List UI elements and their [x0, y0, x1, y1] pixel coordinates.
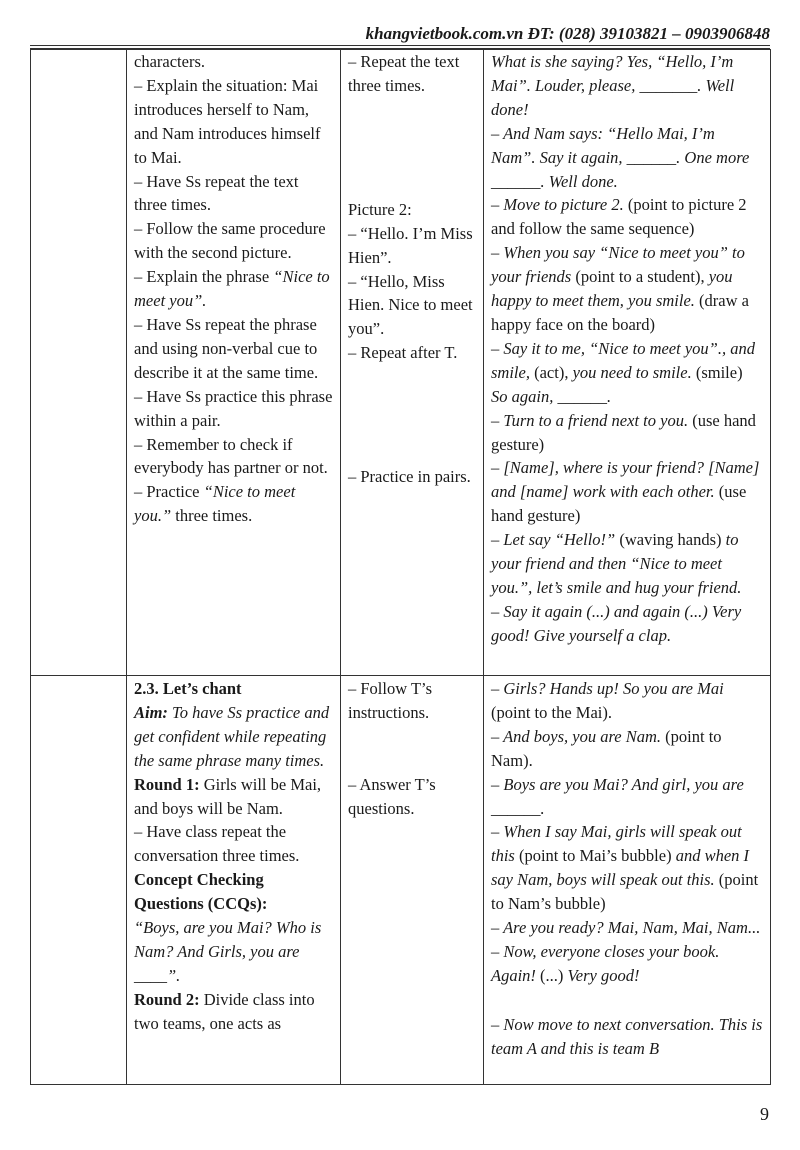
text-run: (draw a happy face on the board) — [491, 291, 749, 334]
text-run: – Are you ready? Mai, Nam, Mai, Nam... — [491, 918, 761, 938]
cell-paragraph — [491, 820, 763, 916]
text-run: Girls will be Mai, and boys will be Nam. — [134, 774, 322, 818]
cell-paragraph — [134, 385, 333, 433]
spacer — [491, 988, 763, 1013]
cell-paragraph — [491, 940, 763, 988]
cell-paragraph — [491, 1013, 763, 1061]
text-run: – And boys, you are Nam. — [491, 726, 662, 746]
text-run: “Nice to meet you.” — [134, 482, 296, 526]
text-run: – And Nam says: “Hello Mai, I’m Nam”. Say it again, ______. One more ______. Well done. — [491, 123, 750, 191]
cell-paragraph — [491, 50, 763, 122]
text-run: characters. — [134, 52, 205, 71]
text-run: – Turn to a friend next to you. — [491, 410, 689, 430]
procedure-cell — [127, 676, 341, 1085]
text-run: Aim: — [134, 702, 168, 722]
text-run: you happy to meet them, you smile. — [491, 267, 733, 311]
cell-paragraph — [134, 50, 333, 74]
text-run: – Have Ss practice this phrase within a pair. — [134, 386, 333, 430]
cell-paragraph — [348, 773, 476, 821]
teacher-language-cell — [484, 676, 771, 1085]
spacer — [348, 365, 476, 465]
cell-paragraph — [491, 122, 763, 194]
cell-paragraph — [134, 480, 333, 528]
text-run: – “Hello. I’m Miss Hien”. — [348, 223, 473, 267]
cell-paragraph — [348, 270, 476, 342]
text-run: – Move to picture 2. — [491, 195, 624, 215]
text-run: Concept Checking Questions (CCQs): — [134, 870, 268, 914]
cell-paragraph — [348, 465, 476, 489]
text-run: you need to smile. — [572, 362, 692, 382]
text-run: – When I say Mai, girls will speak out this — [491, 822, 742, 866]
text-run: (point to Nam). — [491, 726, 722, 770]
text-run: – Say it again (...) and again (...) Very good! Give yourself a clap. — [491, 601, 742, 645]
text-run: – “Hello, Miss Hien. Nice to meet you”. — [348, 271, 473, 339]
stage-cell — [31, 50, 127, 676]
cell-paragraph — [491, 193, 763, 241]
cell-paragraph — [134, 868, 333, 916]
text-run: and when I say Nam, boys will speak out this. — [491, 846, 750, 890]
text-run: Divide class into two teams, one acts as — [134, 989, 315, 1033]
text-run: So again, ______. — [491, 386, 612, 406]
text-run: – Answer T’s questions. — [348, 774, 436, 818]
table-row — [31, 676, 771, 1085]
cell-paragraph — [348, 677, 476, 725]
lesson-plan-table — [30, 49, 771, 1085]
text-run: (act), — [529, 362, 573, 382]
cell-paragraph — [348, 50, 476, 98]
text-run: – Let say “Hello!” — [491, 530, 616, 550]
cell-paragraph — [134, 170, 333, 218]
text-run: (point to Nam’s bubble) — [491, 870, 759, 914]
page-number: 9 — [760, 1104, 769, 1124]
text-run: – Boys are you Mai? And girl, you are ______. — [491, 774, 744, 818]
text-run: (smile) — [691, 362, 743, 382]
cell-paragraph — [134, 701, 333, 773]
text-run: 2.3. Let’s chant — [134, 679, 242, 698]
table-row — [31, 50, 771, 676]
text-run: (point to the Mai). — [491, 702, 612, 722]
spacer — [348, 98, 476, 198]
text-run: – Girls? Hands up! So you are Mai — [491, 679, 724, 698]
text-run: (waving hands) — [615, 530, 726, 550]
text-run: – Now, everyone closes your book. Again! — [491, 941, 720, 985]
text-run: – Repeat the text three times. — [348, 52, 460, 95]
text-run: Very good! — [567, 965, 640, 985]
text-run: – Have Ss repeat the phrase and using non-verbal cue to describe it at the same time. — [134, 314, 319, 382]
text-run: – Practice — [134, 482, 204, 502]
cell-paragraph — [491, 773, 763, 821]
text-run: – [Name], where is your friend? [Name] and [name] work with each other. — [491, 458, 760, 502]
text-run: (use hand gesture) — [491, 482, 747, 526]
publisher-header: khangvietbook.com.vn ĐT: (028) 39103821 – 0903906848 — [365, 24, 770, 43]
cell-paragraph — [134, 265, 333, 313]
text-run: – Have Ss repeat the text three times. — [134, 171, 299, 215]
cell-paragraph — [491, 409, 763, 457]
teacher-language-cell — [484, 50, 771, 676]
text-run: – Follow the same procedure with the second picture. — [134, 219, 326, 263]
text-run: – Repeat after T. — [348, 343, 458, 363]
cell-paragraph — [348, 222, 476, 270]
text-run: – Practice in pairs. — [348, 467, 471, 487]
cell-paragraph — [134, 916, 333, 988]
students-activity-cell — [341, 50, 484, 676]
text-run: – Explain the situation: Mai introduces herself to Nam, and Nam introduces himself to Mai. — [134, 75, 321, 167]
cell-paragraph — [134, 988, 333, 1036]
cell-paragraph — [491, 337, 763, 409]
cell-paragraph — [491, 241, 763, 337]
cell-paragraph — [491, 600, 763, 648]
students-activity-cell — [341, 676, 484, 1085]
text-run: (use hand gesture) — [491, 410, 756, 454]
cell-paragraph — [134, 677, 333, 701]
text-run: What is she saying? Yes, “Hello, I’m Mai”. Louder, please, _______. Well done! — [491, 52, 735, 119]
header-rule — [30, 45, 770, 46]
text-run: – Follow T’s instructions. — [348, 679, 433, 722]
text-run: Round 2: — [134, 989, 200, 1009]
text-run: three times. — [171, 506, 253, 526]
text-run: – When you say “Nice to meet you” to your friends — [491, 243, 745, 287]
text-run: – Have class repeat the conversation three times. — [134, 822, 300, 866]
cell-paragraph — [491, 725, 763, 773]
cell-paragraph — [491, 677, 763, 725]
text-run: (...) — [535, 965, 568, 985]
cell-paragraph — [134, 313, 333, 385]
text-run: (point to picture 2 and follow the same sequence) — [491, 195, 747, 239]
cell-paragraph — [134, 433, 333, 481]
text-run: Round 1: — [134, 774, 200, 794]
cell-paragraph — [348, 341, 476, 365]
spacer — [348, 725, 476, 773]
cell-paragraph — [348, 198, 476, 222]
cell-paragraph — [491, 528, 763, 600]
cell-paragraph — [134, 773, 333, 821]
stage-cell — [31, 676, 127, 1085]
cell-paragraph — [134, 217, 333, 265]
cell-paragraph — [134, 74, 333, 170]
text-run: “Nice to meet you”. — [134, 267, 330, 311]
text-run: to your friend and then “Nice to meet you.”, let’s smile and hug your friend. — [491, 530, 742, 597]
cell-paragraph — [134, 820, 333, 868]
text-run: – Explain the phrase — [134, 267, 274, 287]
text-run: (point to Mai’s bubble) — [514, 846, 676, 866]
text-run: (point to a student), — [571, 267, 709, 287]
text-run: To have Ss practice and get confident while repeating the same phrase many times. — [134, 702, 330, 770]
text-run: “Boys, are you Mai? Who is Nam? And Girls, you are ____”. — [134, 918, 322, 985]
procedure-cell — [127, 50, 341, 676]
text-run: – Now move to next conversation. This is team A and this is team B — [491, 1014, 763, 1058]
text-run: – Say it to me, “Nice to meet you”., and smile, — [491, 338, 755, 382]
text-run: Picture 2: — [348, 199, 412, 219]
cell-paragraph — [491, 456, 763, 528]
text-run: – Remember to check if everybody has partner or not. — [134, 434, 328, 478]
cell-paragraph — [491, 916, 763, 940]
